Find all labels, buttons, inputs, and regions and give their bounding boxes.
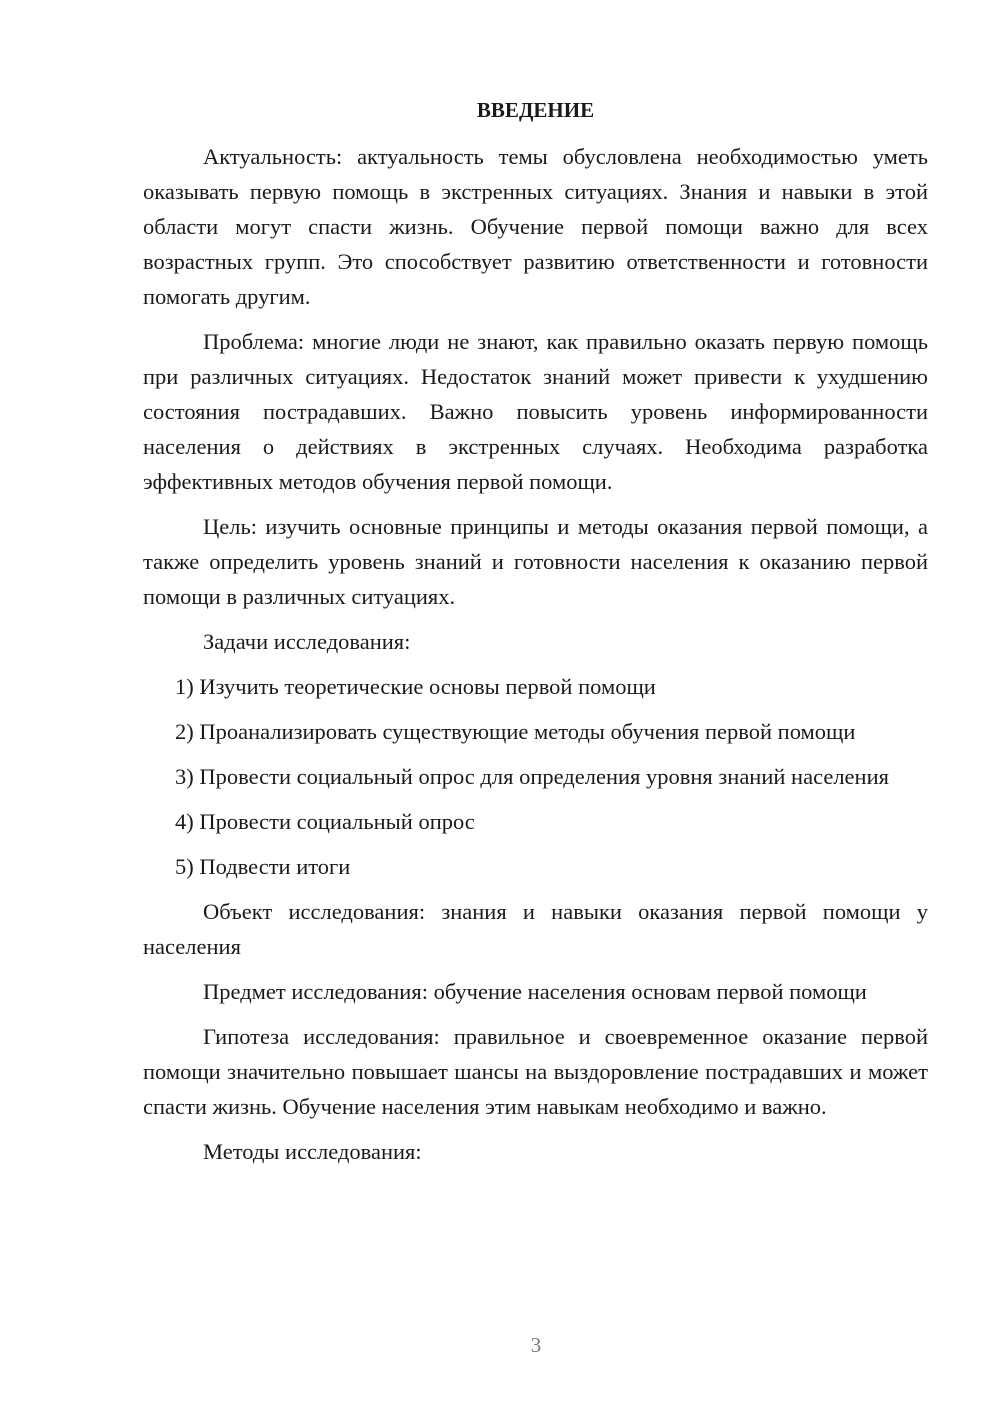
task-item-5: 5) Подвести итоги	[175, 854, 351, 879]
task-item-3: 3) Провести социальный опрос для определения уровня знаний населения	[175, 764, 889, 789]
paragraph-problem: Проблема: многие люди не знают, как правильно оказать первую помощь при различных ситуациях. Недостаток знаний может привести к ухудшению состояния пострадавших. Важно повысить уровень информированности населения о действиях в экстренных случаях. Необходима разработка эффективных методов обучения первой помощи.	[143, 329, 928, 494]
paragraph-goal: Цель: изучить основные принципы и методы оказания первой помощи, а также определить уровень знаний и готовности населения к оказанию первой помощи в различных ситуациях.	[143, 514, 928, 609]
task-item-1: 1) Изучить теоретические основы первой помощи	[175, 674, 656, 699]
paragraph-relevance: Актуальность: актуальность темы обусловлена необходимостью уметь оказывать первую помощь в экстренных ситуациях. Знания и навыки в этой области могут спасти жизнь. Обучение первой помощи важно для всех возрастных групп. Это способствует развитию ответственности и готовности помогать другим.	[143, 144, 928, 309]
paragraph-hypothesis: Гипотеза исследования: правильное и своевременное оказание первой помощи значительно повышает шансы на выздоровление пострадавших и может спасти жизнь. Обучение населения этим навыкам необходимо и важно.	[143, 1024, 928, 1119]
task-item-2: 2) Проанализировать существующие методы обучения первой помощи	[175, 719, 856, 744]
methods-title: Методы исследования:	[203, 1139, 422, 1164]
paragraph-object: Объект исследования: знания и навыки оказания первой помощи у населения	[143, 899, 928, 959]
paragraph-subject: Предмет исследования: обучение населения основам первой помощи	[203, 979, 867, 1004]
task-item-4: 4) Провести социальный опрос	[175, 809, 475, 834]
page-number: 3	[530, 1333, 542, 1357]
document-page	[143, 94, 928, 1179]
section-heading: ВВЕДЕНИЕ	[476, 98, 595, 122]
tasks-title: Задачи исследования:	[203, 629, 411, 654]
